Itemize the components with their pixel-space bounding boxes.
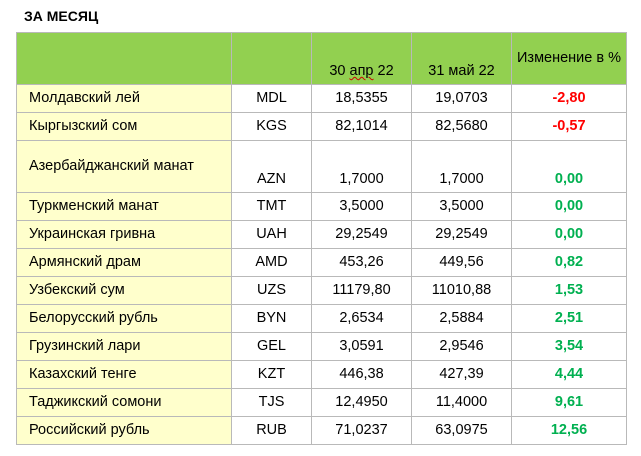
currency-code: KGS (232, 113, 312, 141)
currency-code: UAH (232, 221, 312, 249)
currency-table (16, 32, 627, 445)
table-row (17, 277, 627, 305)
change-percent: -0,57 (512, 113, 627, 141)
currency-name: Казахский тенге (17, 361, 232, 389)
currency-name: Российский рубль (17, 417, 232, 445)
table-row (17, 361, 627, 389)
table-row (17, 249, 627, 277)
rate-date2: 11010,88 (412, 277, 512, 305)
rate-date1: 71,0237 (312, 417, 412, 445)
currency-name: Туркменский манат (17, 193, 232, 221)
rate-date1: 1,7000 (312, 141, 412, 193)
rate-date2: 3,5000 (412, 193, 512, 221)
change-percent: 0,00 (512, 193, 627, 221)
currency-name: Украинская гривна (17, 221, 232, 249)
currency-name: Армянский драм (17, 249, 232, 277)
header-cell-code (232, 33, 312, 85)
change-percent: 1,53 (512, 277, 627, 305)
change-percent: 12,56 (512, 417, 627, 445)
change-percent: -2,80 (512, 85, 627, 113)
rate-date2: 449,56 (412, 249, 512, 277)
currency-name: Кыргызский сом (17, 113, 232, 141)
currency-name: Грузинский лари (17, 333, 232, 361)
currency-code: AMD (232, 249, 312, 277)
page-title: ЗА МЕСЯЦ (24, 8, 99, 24)
rate-date1: 453,26 (312, 249, 412, 277)
change-percent: 0,82 (512, 249, 627, 277)
rate-date1: 3,5000 (312, 193, 412, 221)
rate-date2: 19,0703 (412, 85, 512, 113)
header-date2: 31 май 22 (412, 33, 512, 85)
rate-date1: 12,4950 (312, 389, 412, 417)
change-percent: 3,54 (512, 333, 627, 361)
table-row (17, 113, 627, 141)
rate-date1: 29,2549 (312, 221, 412, 249)
table-row (17, 417, 627, 445)
currency-name: Белорусский рубль (17, 305, 232, 333)
currency-code: AZN (232, 141, 312, 193)
rate-date1: 82,1014 (312, 113, 412, 141)
change-percent: 0,00 (512, 221, 627, 249)
rate-date2: 2,9546 (412, 333, 512, 361)
currency-name: Таджикский сомони (17, 389, 232, 417)
header-date1: 30 апр 22 (312, 33, 412, 85)
change-percent: 9,61 (512, 389, 627, 417)
currency-name: Азербайджанский манат (17, 141, 232, 193)
header-change: Изменение в % (512, 33, 627, 85)
table-row (17, 305, 627, 333)
header-cell-name (17, 33, 232, 85)
rate-date2: 11,4000 (412, 389, 512, 417)
currency-code: UZS (232, 277, 312, 305)
rate-date1: 2,6534 (312, 305, 412, 333)
table-row (17, 221, 627, 249)
currency-code: TJS (232, 389, 312, 417)
currency-code: BYN (232, 305, 312, 333)
rate-date1: 11179,80 (312, 277, 412, 305)
currency-code: TMT (232, 193, 312, 221)
rate-date2: 427,39 (412, 361, 512, 389)
currency-code: KZT (232, 361, 312, 389)
currency-code: GEL (232, 333, 312, 361)
table-header-row (17, 33, 627, 85)
rate-date1: 18,5355 (312, 85, 412, 113)
currency-code: MDL (232, 85, 312, 113)
rate-date2: 2,5884 (412, 305, 512, 333)
currency-name: Молдавский лей (17, 85, 232, 113)
table-row (17, 389, 627, 417)
rate-date2: 63,0975 (412, 417, 512, 445)
table-row (17, 333, 627, 361)
table-row (17, 85, 627, 113)
rate-date1: 3,0591 (312, 333, 412, 361)
rate-date2: 82,5680 (412, 113, 512, 141)
rate-date2: 29,2549 (412, 221, 512, 249)
table-row (17, 141, 627, 193)
change-percent: 4,44 (512, 361, 627, 389)
currency-code: RUB (232, 417, 312, 445)
rate-date1: 446,38 (312, 361, 412, 389)
table-row (17, 193, 627, 221)
currency-name: Узбекский сум (17, 277, 232, 305)
change-percent: 2,51 (512, 305, 627, 333)
rate-date2: 1,7000 (412, 141, 512, 193)
change-percent: 0,00 (512, 141, 627, 193)
